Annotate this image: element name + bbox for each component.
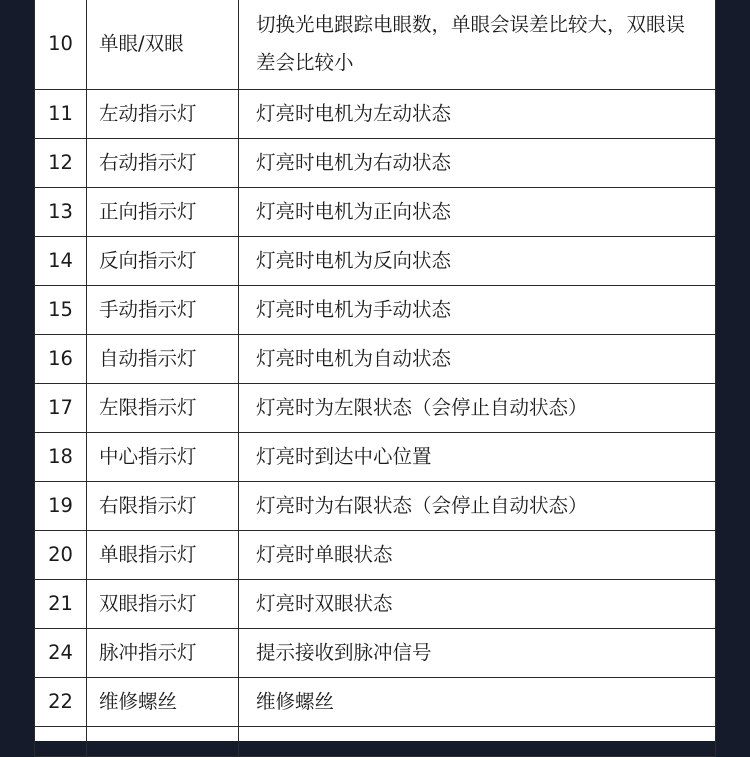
row-description: 灯亮时电机为反向状态 [239, 237, 716, 286]
row-number-empty [35, 727, 87, 757]
table-row [35, 335, 716, 384]
row-name: 双眼指示灯 [87, 580, 239, 629]
table-row [35, 90, 716, 139]
row-name: 手动指示灯 [87, 286, 239, 335]
table-row [35, 0, 716, 90]
table-row [35, 237, 716, 286]
table-row [35, 629, 716, 678]
row-name: 自动指示灯 [87, 335, 239, 384]
row-description: 灯亮时电机为自动状态 [239, 335, 716, 384]
table-row [35, 384, 716, 433]
row-number: 20 [35, 531, 87, 580]
row-name: 反向指示灯 [87, 237, 239, 286]
row-description: 切换光电跟踪电眼数，单眼会误差比较大，双眼误差会比较小 [239, 0, 716, 90]
row-description: 灯亮时电机为正向状态 [239, 188, 716, 237]
row-description: 灯亮时到达中心位置 [239, 433, 716, 482]
row-description: 灯亮时电机为左动状态 [239, 90, 716, 139]
row-description: 维修螺丝 [239, 678, 716, 727]
table-row [35, 678, 716, 727]
table-row [35, 433, 716, 482]
table-row [35, 580, 716, 629]
row-name: 右动指示灯 [87, 139, 239, 188]
row-number: 21 [35, 580, 87, 629]
row-description-empty [239, 727, 716, 757]
row-number: 17 [35, 384, 87, 433]
row-name: 中心指示灯 [87, 433, 239, 482]
row-number: 19 [35, 482, 87, 531]
row-name: 单眼/双眼 [87, 0, 239, 90]
row-name-empty [87, 727, 239, 757]
row-number: 11 [35, 90, 87, 139]
spec-sheet [34, 0, 716, 741]
row-number: 16 [35, 335, 87, 384]
row-number: 24 [35, 629, 87, 678]
row-name: 正向指示灯 [87, 188, 239, 237]
table-row [35, 482, 716, 531]
row-description: 灯亮时为左限状态（会停止自动状态） [239, 384, 716, 433]
row-description: 提示接收到脉冲信号 [239, 629, 716, 678]
row-name: 左限指示灯 [87, 384, 239, 433]
row-name: 单眼指示灯 [87, 531, 239, 580]
row-number: 18 [35, 433, 87, 482]
row-number: 14 [35, 237, 87, 286]
table-row [35, 531, 716, 580]
row-number: 12 [35, 139, 87, 188]
table-row [35, 286, 716, 335]
row-number: 15 [35, 286, 87, 335]
table-row-partial [35, 727, 716, 757]
row-number: 22 [35, 678, 87, 727]
row-description: 灯亮时双眼状态 [239, 580, 716, 629]
row-description: 灯亮时电机为右动状态 [239, 139, 716, 188]
row-name: 脉冲指示灯 [87, 629, 239, 678]
row-number: 10 [35, 0, 87, 90]
row-description: 灯亮时单眼状态 [239, 531, 716, 580]
row-number: 13 [35, 188, 87, 237]
table-row [35, 188, 716, 237]
row-name: 左动指示灯 [87, 90, 239, 139]
row-description: 灯亮时电机为手动状态 [239, 286, 716, 335]
table-row [35, 139, 716, 188]
row-name: 右限指示灯 [87, 482, 239, 531]
spec-table [34, 0, 716, 757]
row-description: 灯亮时为右限状态（会停止自动状态） [239, 482, 716, 531]
row-name: 维修螺丝 [87, 678, 239, 727]
